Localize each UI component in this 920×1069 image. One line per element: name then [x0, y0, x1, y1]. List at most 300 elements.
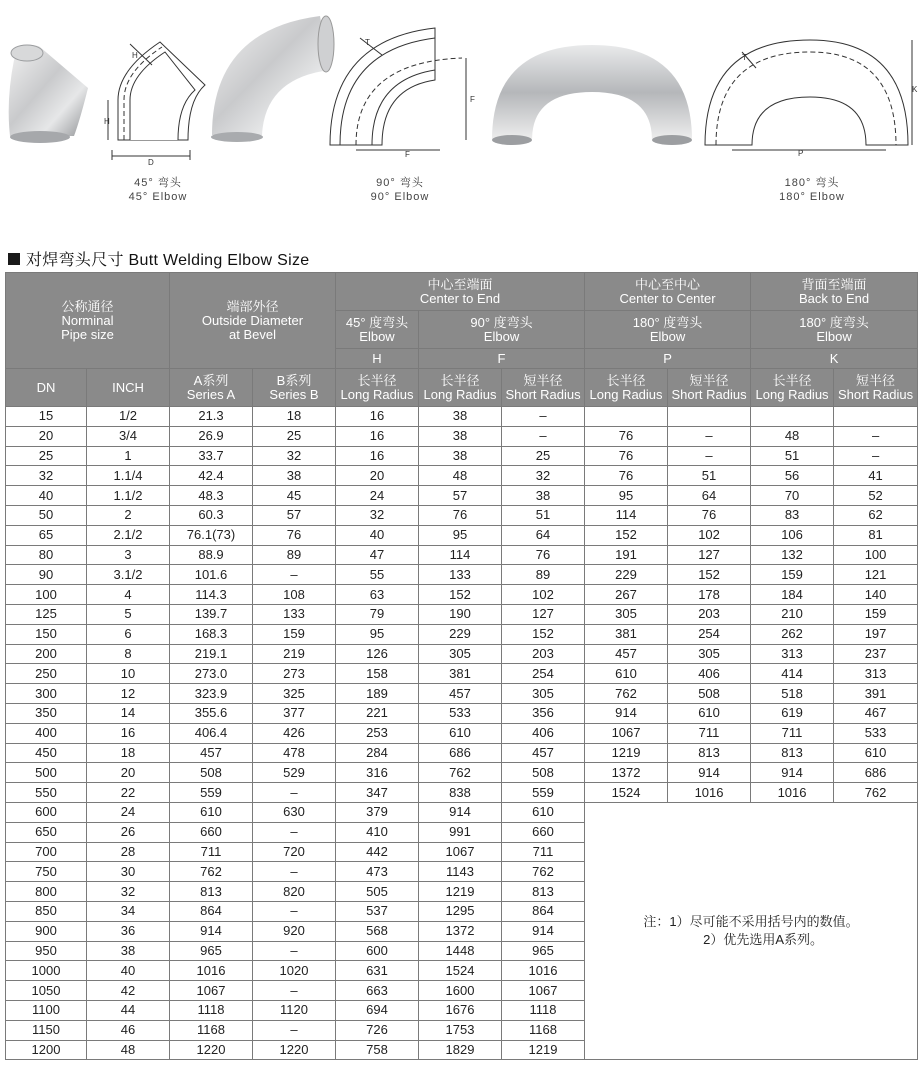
table-cell: 121	[834, 565, 918, 585]
table-cell: 914	[170, 921, 253, 941]
table-cell: 406	[668, 664, 751, 684]
table-cell: 8	[87, 644, 170, 664]
table-row	[6, 486, 918, 506]
table-cell: 133	[419, 565, 502, 585]
table-cell: 101.6	[170, 565, 253, 585]
table-cell: 457	[170, 743, 253, 763]
table-cell: 18	[253, 407, 336, 427]
table-cell: 1016	[751, 783, 834, 803]
table-cell: 102	[502, 585, 585, 605]
table-cell: 262	[751, 624, 834, 644]
label-T-90: T	[365, 38, 370, 47]
table-cell: 32	[253, 446, 336, 466]
header-h-long-radius: 长半径 Long Radius	[336, 369, 419, 407]
table-cell: 38	[419, 426, 502, 446]
table-cell: 406	[502, 723, 585, 743]
table-cell: 610	[419, 723, 502, 743]
table-cell: 159	[751, 565, 834, 585]
table-cell: 51	[668, 466, 751, 486]
table-cell: 3/4	[87, 426, 170, 446]
table-cell: 12	[87, 684, 170, 704]
table-cell: 800	[6, 882, 87, 902]
table-cell: 237	[834, 644, 918, 664]
table-cell	[585, 407, 668, 427]
table-cell: 762	[585, 684, 668, 704]
table-cell: 700	[6, 842, 87, 862]
table-cell: 40	[6, 486, 87, 506]
table-cell: 631	[336, 961, 419, 981]
table-cell: 762	[502, 862, 585, 882]
header-p-long-radius: 长半径 Long Radius	[585, 369, 668, 407]
table-cell: 1219	[502, 1040, 585, 1060]
table-cell: 1/2	[87, 407, 170, 427]
table-cell: 965	[502, 941, 585, 961]
table-cell: 537	[336, 901, 419, 921]
table-cell: 52	[834, 486, 918, 506]
table-row	[6, 466, 918, 486]
table-cell: 356	[502, 703, 585, 723]
table-cell: 51	[502, 505, 585, 525]
table-cell: 1600	[419, 981, 502, 1001]
header-k-long-radius: 长半径 Long Radius	[751, 369, 834, 407]
table-cell: 467	[834, 703, 918, 723]
table-cell: 127	[668, 545, 751, 565]
table-cell: 133	[253, 604, 336, 624]
table-cell: 914	[751, 763, 834, 783]
table-cell: 1.1/2	[87, 486, 170, 506]
table-cell: 377	[253, 703, 336, 723]
table-cell: 914	[502, 921, 585, 941]
table-cell: 914	[419, 802, 502, 822]
table-cell: 750	[6, 862, 87, 882]
table-cell: 191	[585, 545, 668, 565]
header-series-a: A系列 Series A	[170, 369, 253, 407]
elbow-180-drawing	[705, 40, 912, 150]
table-cell: 686	[419, 743, 502, 763]
table-cell: 95	[585, 486, 668, 506]
table-cell: 51	[751, 446, 834, 466]
table-cell: 47	[336, 545, 419, 565]
table-cell: 347	[336, 783, 419, 803]
table-cell: 1372	[419, 921, 502, 941]
table-cell: 991	[419, 822, 502, 842]
table-cell: 273	[253, 664, 336, 684]
table-cell: 5	[87, 604, 170, 624]
table-header	[6, 273, 918, 407]
table-cell: 1016	[668, 783, 751, 803]
table-cell: 10	[87, 664, 170, 684]
table-cell: 20	[6, 426, 87, 446]
table-cell: 2.1/2	[87, 525, 170, 545]
table-cell: 76.1(73)	[170, 525, 253, 545]
table-cell: 694	[336, 1000, 419, 1020]
table-cell: 80	[6, 545, 87, 565]
table-cell: 126	[336, 644, 419, 664]
table-cell: 619	[751, 703, 834, 723]
header-outside-diameter: 端部外径 Outside Diameter at Bevel	[170, 273, 336, 369]
table-cell: 600	[6, 802, 87, 822]
table-row	[6, 446, 918, 466]
table-cell: 533	[834, 723, 918, 743]
header-180-elbow-k: 180° 度弯头 Elbow	[751, 311, 918, 349]
table-cell: 114	[419, 545, 502, 565]
table-cell: 100	[834, 545, 918, 565]
table-cell: 3.1/2	[87, 565, 170, 585]
table-cell: 711	[502, 842, 585, 862]
table-cell: 1118	[170, 1000, 253, 1020]
table-cell: 76	[253, 525, 336, 545]
table-cell: 34	[87, 901, 170, 921]
header-series-b: B系列 Series B	[253, 369, 336, 407]
header-90-elbow: 90° 度弯头 Elbow	[419, 311, 585, 349]
table-cell: 2	[87, 505, 170, 525]
table-cell: 95	[336, 624, 419, 644]
table-cell: 158	[336, 664, 419, 684]
table-cell: 1448	[419, 941, 502, 961]
table-cell: 400	[6, 723, 87, 743]
table-row	[6, 743, 918, 763]
table-cell: 1000	[6, 961, 87, 981]
table-cell: 1524	[585, 783, 668, 803]
table-cell: 62	[834, 505, 918, 525]
label-P: P	[798, 149, 804, 158]
table-cell: 203	[668, 604, 751, 624]
table-cell: 48	[87, 1040, 170, 1060]
table-cell: 221	[336, 703, 419, 723]
table-cell: 325	[253, 684, 336, 704]
label-T-180: T	[742, 53, 747, 62]
table-cell: 139.7	[170, 604, 253, 624]
table-cell: 300	[6, 684, 87, 704]
table-cell: 76	[668, 505, 751, 525]
table-cell: 48	[419, 466, 502, 486]
table-cell: 457	[502, 743, 585, 763]
table-cell: 508	[502, 763, 585, 783]
table-cell: 16	[336, 407, 419, 427]
table-cell: 559	[170, 783, 253, 803]
table-cell: 473	[336, 862, 419, 882]
table-cell: 1168	[170, 1020, 253, 1040]
notes-cell	[585, 802, 918, 1059]
table-cell: 529	[253, 763, 336, 783]
table-cell: 1.1/4	[87, 466, 170, 486]
elbow-90-photo	[211, 16, 334, 142]
table-cell: 60.3	[170, 505, 253, 525]
table-cell: 64	[502, 525, 585, 545]
header-symbol-k: K	[751, 349, 918, 369]
table-cell: 323.9	[170, 684, 253, 704]
table-cell: 3	[87, 545, 170, 565]
table-cell: 379	[336, 802, 419, 822]
table-cell: 900	[6, 921, 87, 941]
header-k-short-radius: 短半径 Short Radius	[834, 369, 918, 407]
elbow-90-drawing	[330, 28, 466, 150]
table-row	[6, 407, 918, 427]
table-cell: 100	[6, 585, 87, 605]
table-cell: 108	[253, 585, 336, 605]
table-cell: 132	[751, 545, 834, 565]
table-row	[6, 703, 918, 723]
table-cell: 76	[419, 505, 502, 525]
table-cell: 610	[502, 802, 585, 822]
table-cell: 18	[87, 743, 170, 763]
label-H-lower: H	[104, 117, 110, 126]
table-cell: 1295	[419, 901, 502, 921]
table-cell: 89	[502, 565, 585, 585]
table-cell: 32	[87, 882, 170, 902]
table-cell: –	[834, 446, 918, 466]
table-cell: 650	[6, 822, 87, 842]
table-cell: 1753	[419, 1020, 502, 1040]
table-cell: 313	[751, 644, 834, 664]
table-cell: 125	[6, 604, 87, 624]
table-cell: –	[253, 862, 336, 882]
table-cell: 152	[502, 624, 585, 644]
table-row	[6, 723, 918, 743]
table-cell: 500	[6, 763, 87, 783]
table-cell: 305	[502, 684, 585, 704]
table-cell: 1050	[6, 981, 87, 1001]
table-cell: 76	[585, 466, 668, 486]
caption-45	[110, 176, 206, 204]
table-cell: 813	[502, 882, 585, 902]
table-cell: 426	[253, 723, 336, 743]
table-cell: 305	[668, 644, 751, 664]
table-cell: 1	[87, 446, 170, 466]
table-cell: 203	[502, 644, 585, 664]
table-cell: 189	[336, 684, 419, 704]
table-cell: 229	[419, 624, 502, 644]
table-cell: 711	[668, 723, 751, 743]
table-cell: 1120	[253, 1000, 336, 1020]
table-cell: 1372	[585, 763, 668, 783]
table-row	[6, 624, 918, 644]
table-cell: 762	[170, 862, 253, 882]
elbow-180-photo	[492, 45, 692, 145]
table-cell: 630	[253, 802, 336, 822]
table-cell: 305	[585, 604, 668, 624]
table-row	[6, 684, 918, 704]
table-cell: 63	[336, 585, 419, 605]
table-cell: 28	[87, 842, 170, 862]
caption-180	[764, 176, 860, 204]
table-cell: –	[253, 783, 336, 803]
table-cell: 16	[336, 426, 419, 446]
table-cell: 36	[87, 921, 170, 941]
table-cell: 46	[87, 1020, 170, 1040]
table-cell: 57	[253, 505, 336, 525]
caption-180-zh: 180° 弯头	[784, 177, 840, 189]
header-center-to-end: 中心至端面 Center to End	[336, 273, 585, 311]
table-cell: –	[253, 565, 336, 585]
table-cell: 25	[502, 446, 585, 466]
table-cell: 16	[336, 446, 419, 466]
note-line-2: 2）优先选用A系列。	[703, 932, 823, 948]
table-cell: 32	[336, 505, 419, 525]
section-heading	[8, 247, 309, 270]
table-cell: 16	[87, 723, 170, 743]
note-line-1: 注：1）尽可能不采用括号内的数值。	[643, 914, 859, 930]
product-figures	[0, 0, 920, 215]
table-cell: 316	[336, 763, 419, 783]
table-cell: 6	[87, 624, 170, 644]
table-cell: 197	[834, 624, 918, 644]
table-cell: 190	[419, 604, 502, 624]
table-cell: 25	[253, 426, 336, 446]
table-cell: 90	[6, 565, 87, 585]
table-cell: 660	[502, 822, 585, 842]
table-cell: 478	[253, 743, 336, 763]
table-cell: 89	[253, 545, 336, 565]
table-cell: 114.3	[170, 585, 253, 605]
header-f-short-radius: 短半径 Short Radius	[502, 369, 585, 407]
table-cell: 33.7	[170, 446, 253, 466]
table-cell: 56	[751, 466, 834, 486]
table-row	[6, 783, 918, 803]
table-cell: 41	[834, 466, 918, 486]
table-cell: 48.3	[170, 486, 253, 506]
square-bullet-icon	[8, 253, 20, 265]
elbow-45-photo	[9, 45, 88, 143]
table-cell: 610	[585, 664, 668, 684]
table-row	[6, 664, 918, 684]
table-cell: 200	[6, 644, 87, 664]
table-cell: 40	[87, 961, 170, 981]
table-cell: 686	[834, 763, 918, 783]
table-cell: 762	[419, 763, 502, 783]
header-symbol-f: F	[419, 349, 585, 369]
table-cell: 313	[834, 664, 918, 684]
header-inch: INCH	[87, 369, 170, 407]
table-cell: 820	[253, 882, 336, 902]
table-cell: 1220	[253, 1040, 336, 1060]
table-cell: 83	[751, 505, 834, 525]
table-cell	[668, 407, 751, 427]
table-cell: 410	[336, 822, 419, 842]
table-cell: 914	[668, 763, 751, 783]
table-cell: 610	[834, 743, 918, 763]
table-cell: 42.4	[170, 466, 253, 486]
table-cell: 505	[336, 882, 419, 902]
table-cell: 81	[834, 525, 918, 545]
table-cell: 178	[668, 585, 751, 605]
table-cell: 15	[6, 407, 87, 427]
table-cell: 726	[336, 1020, 419, 1040]
table-cell: 253	[336, 723, 419, 743]
header-f-long-radius: 长半径 Long Radius	[419, 369, 502, 407]
table-cell: 1067	[419, 842, 502, 862]
table-cell: 758	[336, 1040, 419, 1060]
table-cell: 76	[585, 446, 668, 466]
table-row	[6, 644, 918, 664]
table-cell: 38	[419, 446, 502, 466]
caption-45-zh: 45° 弯头	[134, 177, 182, 189]
label-F-horizontal: F	[405, 150, 410, 159]
table-cell: –	[253, 981, 336, 1001]
table-cell: 381	[419, 664, 502, 684]
table-row	[6, 525, 918, 545]
table-cell: 26	[87, 822, 170, 842]
table-cell: 38	[87, 941, 170, 961]
table-cell: 273.0	[170, 664, 253, 684]
header-back-to-end: 背面至端面 Back to End	[751, 273, 918, 311]
table-cell: 1100	[6, 1000, 87, 1020]
table-cell: 229	[585, 565, 668, 585]
table-cell: 720	[253, 842, 336, 862]
table-cell: 38	[419, 407, 502, 427]
table-body	[6, 407, 918, 1060]
table-cell: 711	[170, 842, 253, 862]
table-cell: 914	[585, 703, 668, 723]
table-cell: 95	[419, 525, 502, 545]
table-row	[6, 565, 918, 585]
table-cell: 610	[668, 703, 751, 723]
table-cell: 1067	[502, 981, 585, 1001]
table-cell: 508	[668, 684, 751, 704]
table-cell: 950	[6, 941, 87, 961]
table-cell: 813	[668, 743, 751, 763]
table-cell: 610	[170, 802, 253, 822]
table-cell: –	[668, 446, 751, 466]
table-cell: 1524	[419, 961, 502, 981]
table-cell: 55	[336, 565, 419, 585]
table-cell: 159	[253, 624, 336, 644]
table-cell: 1200	[6, 1040, 87, 1060]
table-cell: 762	[834, 783, 918, 803]
table-cell: 50	[6, 505, 87, 525]
table-cell: 44	[87, 1000, 170, 1020]
table-cell: 20	[87, 763, 170, 783]
table-cell: 20	[336, 466, 419, 486]
caption-180-en: 180° Elbow	[779, 191, 845, 203]
elbow-45-drawing	[108, 42, 205, 160]
table-cell: 76	[502, 545, 585, 565]
table-cell: –	[502, 426, 585, 446]
table-cell: 127	[502, 604, 585, 624]
header-dn: DN	[6, 369, 87, 407]
table-cell: 254	[668, 624, 751, 644]
table-cell: 114	[585, 505, 668, 525]
table-cell: 1219	[585, 743, 668, 763]
header-symbol-p: P	[585, 349, 751, 369]
table-cell	[751, 407, 834, 427]
table-cell: 508	[170, 763, 253, 783]
table-cell: –	[834, 426, 918, 446]
table-cell: 568	[336, 921, 419, 941]
table-cell: 21.3	[170, 407, 253, 427]
table-cell: 1168	[502, 1020, 585, 1040]
table-cell: 457	[585, 644, 668, 664]
table-row	[6, 604, 918, 624]
header-45-elbow: 45° 度弯头 Elbow	[336, 311, 419, 349]
table-cell: 391	[834, 684, 918, 704]
table-cell: 450	[6, 743, 87, 763]
table-cell: 813	[751, 743, 834, 763]
table-cell: 838	[419, 783, 502, 803]
label-K: K	[912, 85, 918, 94]
section-title: 对焊弯头尺寸 Butt Welding Elbow Size	[26, 252, 310, 269]
table-cell: 1676	[419, 1000, 502, 1020]
caption-90-en: 90° Elbow	[370, 191, 430, 203]
table-row	[6, 505, 918, 525]
table-row	[6, 585, 918, 605]
table-cell: –	[253, 901, 336, 921]
table-cell: 152	[419, 585, 502, 605]
table-cell: 533	[419, 703, 502, 723]
table-cell: 1118	[502, 1000, 585, 1020]
table-cell: 1067	[585, 723, 668, 743]
table-cell: 305	[419, 644, 502, 664]
